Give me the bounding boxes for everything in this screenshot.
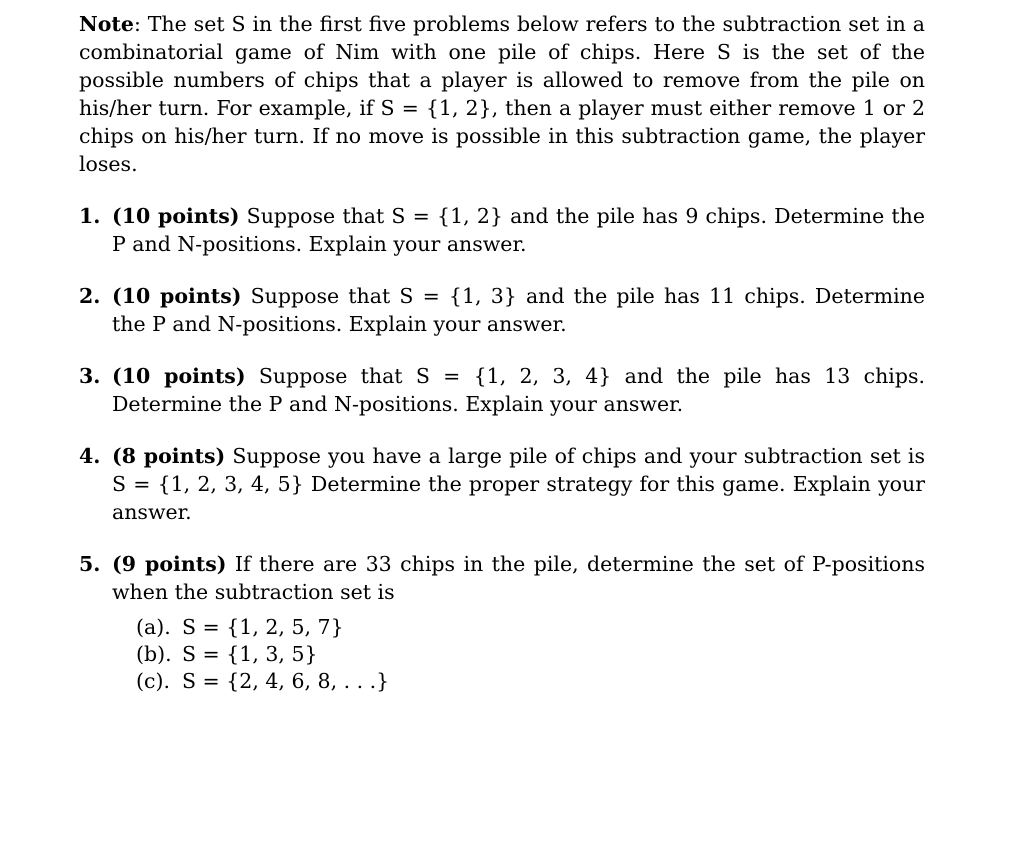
problem-number: 5. (79, 552, 101, 576)
part-label: (c). (136, 669, 170, 693)
part-text: S = {1, 2, 5, 7} (182, 615, 344, 639)
part-label: (a). (136, 615, 171, 639)
problem-text: Suppose that S = {1, 2, 3, 4} and the pile has 13 chips. Determine the P and N-positions. Explain your answer. (112, 364, 925, 416)
problem-number: 2. (79, 284, 101, 308)
problem-points: (10 points) (112, 284, 242, 308)
problem-body (112, 442, 925, 526)
part-text: S = {2, 4, 6, 8, . . .} (182, 669, 390, 693)
part-text: S = {1, 3, 5} (182, 642, 318, 666)
note-label: Note (79, 12, 134, 36)
problem-points: (10 points) (112, 204, 240, 228)
problem-points: (9 points) (112, 552, 227, 576)
problem-text: If there are 33 chips in the pile, determine the set of P-positions when the subtraction set is (112, 552, 925, 604)
part-c (136, 668, 925, 695)
problem-number: 3. (79, 364, 101, 388)
problem-number: 4. (79, 444, 101, 468)
note-text: : The set S in the first five problems below refers to the subtraction set in a combinatorial game of Nim with one pile of chips. Here S is the set of the possible numbers of chips that a player is allowed to remove from the pile on his/her turn. For example, if S = {1, 2}, then a player must either remove 1 or 2 chips on his/her turn. If no move is possible in this subtraction game, the player loses. (79, 12, 925, 176)
problem-5 (79, 550, 925, 606)
problem-body (112, 550, 925, 606)
problem-3 (79, 362, 925, 418)
problem-body (112, 282, 925, 338)
problem-4 (79, 442, 925, 526)
part-label: (b). (136, 642, 172, 666)
document-page (79, 10, 925, 695)
problem-text: Suppose you have a large pile of chips and your subtraction set is S = {1, 2, 3, 4, 5} Determine the proper strategy for this game. Explain your answer. (112, 444, 925, 524)
problem-body (112, 362, 925, 418)
problem-1 (79, 202, 925, 258)
problem-text: Suppose that S = {1, 3} and the pile has 11 chips. Determine the P and N-positions. Explain your answer. (112, 284, 925, 336)
problem-2 (79, 282, 925, 338)
problem-5-parts (136, 614, 925, 695)
problem-points: (8 points) (112, 444, 226, 468)
part-a (136, 614, 925, 641)
problem-body (112, 202, 925, 258)
problem-number: 1. (79, 204, 101, 228)
note-paragraph (79, 10, 925, 178)
problem-points: (10 points) (112, 364, 246, 388)
problem-text: Suppose that S = {1, 2} and the pile has 9 chips. Determine the P and N-positions. Explain your answer. (112, 204, 925, 256)
part-b (136, 641, 925, 668)
